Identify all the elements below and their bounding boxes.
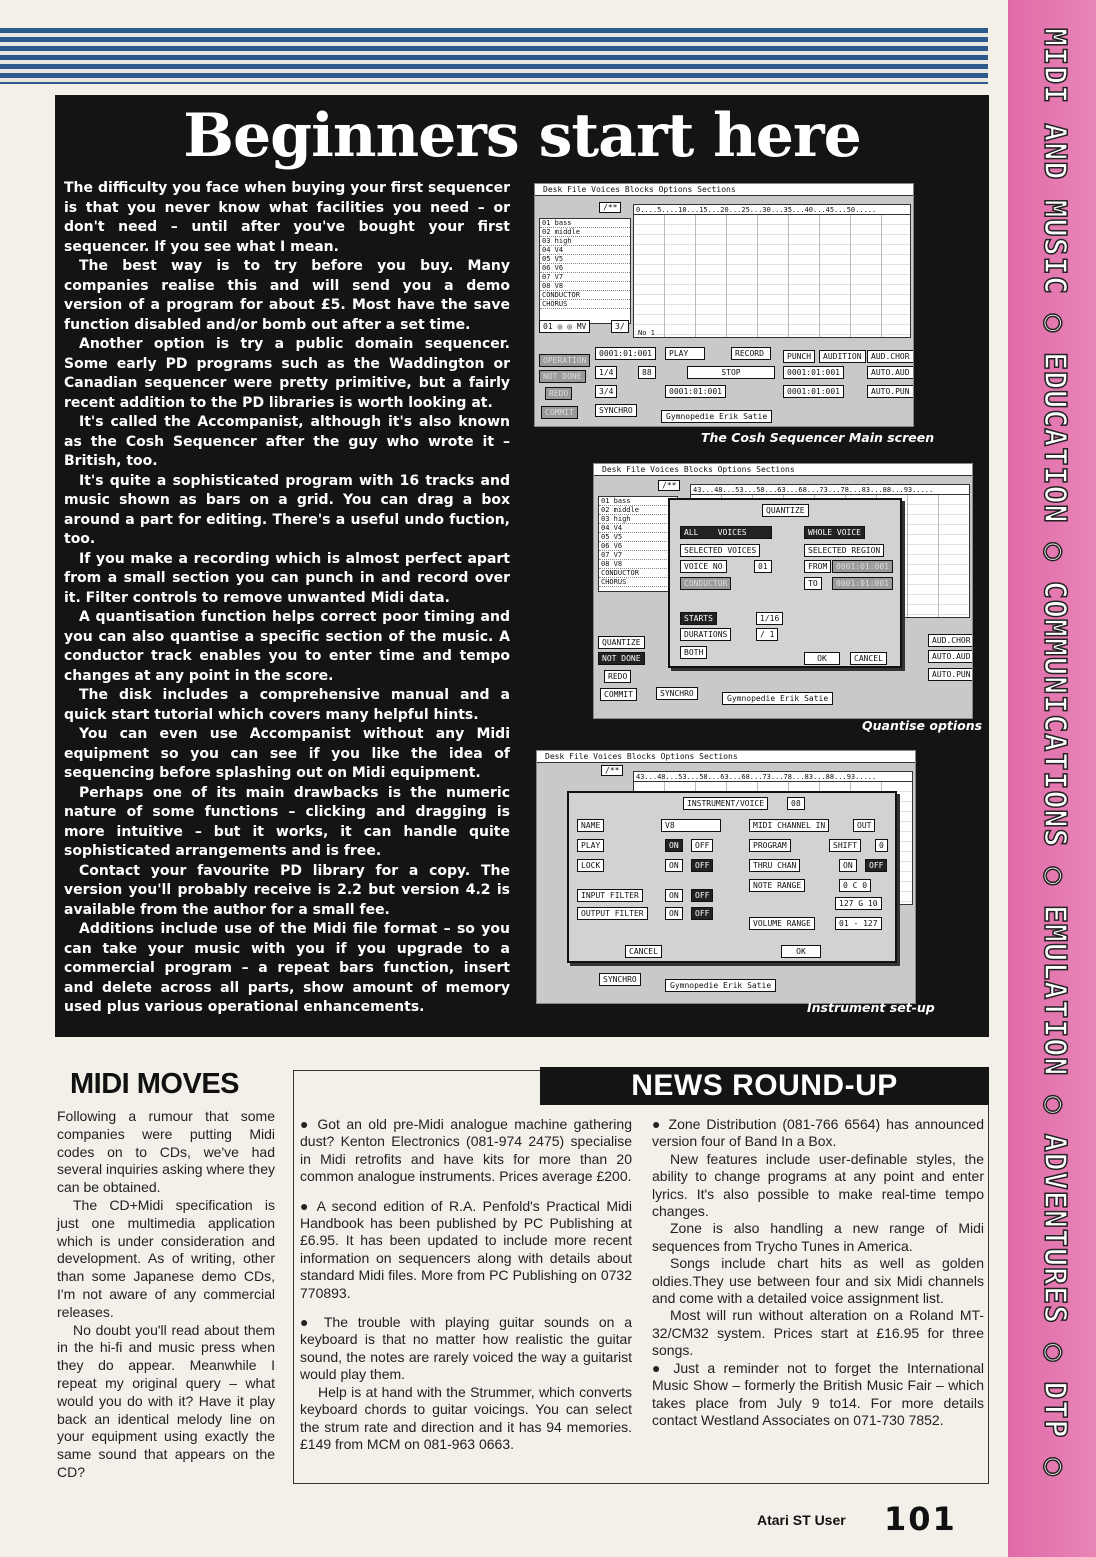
volume-range-value[interactable]: 01 - 127 [835,917,882,930]
news-item [300,1314,632,1384]
instrument-title-label: INSTRUMENT/VOICE [687,799,765,808]
shift-value[interactable]: 0 [875,839,888,852]
feature-paragraph: If you make a recording which is almost perfect apart from a small section you can punch in and record over it. Filter controls to remove unwanted Midi data. [64,550,510,606]
punch-out-display: 0001:01:001 [783,385,844,398]
synchro-button[interactable]: SYNCHRO [656,687,698,700]
output-filter-on[interactable]: ON [665,907,683,920]
feature-box [55,95,989,1037]
conductor-option[interactable]: CONDUCTOR [680,577,731,590]
name-label: NAME [577,819,604,832]
star-box: /** [599,202,621,213]
caption-quantise: Quantise options [862,718,983,733]
feature-paragraph: You can even use Accompanist without any Midi equipment so you can see if you like the idea of sequencing before splashing out on Midi equipment. [64,726,510,781]
lock-off[interactable]: OFF [691,859,713,872]
commit-button[interactable]: COMMIT [541,406,578,419]
stop-button[interactable]: STOP [687,366,775,379]
news-text: The trouble with playing guitar sounds on a keyboard is that no matter how realistic the guitar sound, the notes are rarely voiced the way a guitarist would play them. [300,1314,632,1383]
feature-paragraph: Perhaps one of its main drawbacks is the numeric nature of some functions – clicking and dragging is more intuitive – but it works, it can handle quite sophisticated arrangements and is free. [64,784,510,859]
song-title: Gymnopedie Erik Satie [665,979,776,992]
play-off[interactable]: OFF [691,839,713,852]
aud-chor-button[interactable]: AUD.CHOR [928,634,973,647]
redo-button[interactable]: REDO [604,670,631,683]
track-row: 03 high [599,515,677,524]
midi-paragraph: No doubt you'll read about them in the hi-fi and music press when they do appear. Meanwhile I repeat my original query – what would you do with it? Have it play back an identical melody line on your equipment using exactly the same sound that appears on the CD? [57,1321,275,1480]
quantize-button[interactable]: QUANTIZE [598,636,645,649]
track-row: 05 V5 [540,255,630,264]
starts-value[interactable]: 1/16 [756,612,783,625]
selected-voices-option[interactable]: SELECTED VOICES [680,544,760,557]
track-row: 06 V6 [540,264,630,273]
durations-value[interactable]: / 1 [756,628,778,641]
news-item: Zone is also handling a new range of Midi sequences from Trycho Tunes in America. [652,1220,984,1254]
instrument-number: 08 [787,797,805,810]
bullet-icon: ● [652,1116,663,1132]
cancel-button[interactable]: CANCEL [625,945,662,958]
operation-label: OPERATION [539,354,590,367]
auto-aud-button[interactable]: AUTO.AUD [928,650,973,663]
menu-bar: Desk File Voices Blocks Options Sections [594,464,972,476]
feature-paragraph: Another option is try a public domain sequencer. Some early PD programs such as the Waddington or Canadian sequencer were pretty primitive, but a fairly recent addition to the PD libraries is worth looking at. [64,336,510,411]
track-row: CHORUS [540,300,630,309]
record-button[interactable]: RECORD [731,347,771,360]
news-column-1 [300,1116,632,1453]
feature-title: Beginners start here [183,101,861,171]
auto-aud-button[interactable]: AUTO.AUD [867,366,914,379]
voices-label: VOICES [717,528,747,537]
output-filter-label: OUTPUT FILTER [577,907,648,920]
track-row: 05 V5 [599,533,677,542]
play-button[interactable]: PLAY [665,347,705,360]
bullet-icon: ● [300,1197,311,1214]
synchro-button[interactable]: SYNCHRO [599,973,641,986]
track-row: 06 V6 [599,542,677,551]
quantise-screenshot [593,463,973,719]
header-stripes [0,28,988,84]
bar-ruler: 0....5....10...15...20...25...30...35...40...45...50..... [634,205,910,215]
voice-no-value[interactable]: 01 [754,560,772,573]
quantize-dialog [668,498,902,668]
page-number: 101 [884,1500,957,1538]
input-filter-label: INPUT FILTER [577,889,643,902]
input-filter-on[interactable]: ON [665,889,683,902]
star-box: /** [658,480,680,491]
cancel-button[interactable]: CANCEL [850,652,887,665]
instrument-title [683,797,768,810]
track-row: 01 bass [540,219,630,228]
track-row: 04 V4 [540,246,630,255]
auto-pun-button[interactable]: AUTO.PUN [867,385,914,398]
section-rail [1008,0,1096,1557]
track-row: 02 middle [599,506,677,515]
feature-paragraph: It's quite a sophisticated program with 16 tracks and music shown as bars on a grid. You can drag a box around a part for editing. There's a useful undo fuction, too. [64,472,510,547]
track-list [598,496,678,592]
to-field[interactable]: 0001:01:001 [832,577,893,590]
news-item [652,1116,984,1151]
durations-option[interactable]: DURATIONS [680,628,731,641]
feature-paragraph: Contact your favourite PD library for a copy. The version you'll probably receive is 2.2 but version 4.2 is available from the author for a small fee. [64,862,510,918]
punch-in-display: 0001:01:001 [783,366,844,379]
instrument-screenshot [536,750,916,1004]
feature-paragraph: The best way is to try before you buy. Many companies realise this and will send you a demo version of a program for about £5. Most have the save function disabled and/or bomb out after a set time. [64,258,510,333]
ok-button[interactable]: OK [781,945,821,958]
track-tools: 01 ◎ ◎ MV [539,320,590,333]
news-column-2 [652,1116,984,1429]
redo-button[interactable]: REDO [545,387,572,400]
whole-voice-option[interactable]: WHOLE VOICE [804,526,865,539]
track-row: CHORUS [599,578,677,587]
feature-paragraph: A quantisation function helps correct poor timing and you can also quantise a specific section of the music. A conductor track enables you to enter time and tempo changes at any point in the score. [64,609,510,684]
all-voices-option[interactable] [680,526,772,539]
tempo-value: 88 [638,366,656,379]
midi-moves-body [57,1108,275,1482]
locator-display: 0001:01:001 [665,385,726,398]
midi-paragraph: Following a rumour that some companies were putting Midi codes on to CDs, we've had several inquiries asking where they can be obtained. [57,1108,275,1196]
thru-off[interactable]: OFF [865,859,887,872]
page-indicator: 3/ [611,320,629,333]
output-filter-off[interactable]: OFF [691,907,713,920]
audition-button[interactable]: AUDITION [819,350,866,363]
program-label: PROGRAM [749,839,791,852]
volume-range-label: VOLUME RANGE [749,917,815,930]
news-item: New features include user-definable styles, the ability to change programs at any point and enter lyrics. It's also possible to make real-time tempo changes. [652,1150,984,1220]
play-label: PLAY [577,839,604,852]
all-label: ALL [684,528,699,537]
note-grid [633,204,911,338]
thru-on[interactable]: ON [839,859,857,872]
news-item [300,1198,632,1302]
track-row: 07 V7 [599,551,677,560]
from-label: FROM [804,560,831,573]
bar-ruler: 43...48...53...58...63...68...73...78...83...88...93..... [634,772,912,782]
bullet-icon: ● [300,1116,311,1132]
out-label: OUT [853,819,875,832]
lock-on[interactable]: ON [665,859,683,872]
bar-number: No 1 [638,329,655,337]
news-item [652,1360,984,1430]
bullet-icon: ● [300,1314,315,1331]
section-rail-text: MIDI AND MUSIC ○ EDUCATION ○ COMMUNICATIONS ○ EMULATION ○ ADVENTURES ○ DTP ○ [1037,28,1072,1477]
punch-button[interactable]: PUNCH [783,350,815,363]
news-item: Songs include chart hits as well as golden oldies.They use between four and six Midi channels and come with a detailed voice assignment list. [652,1255,984,1307]
voice-no-field[interactable]: VOICE NO [680,560,727,573]
news-text: Zone Distribution (081-766 6564) has announced version four of Band In a Box. [652,1116,984,1150]
feature-paragraph: Additions include use of the Midi file format – so you can take your music with you if you upgrade to a commercial program – a repeat bars function, insert and delete across all parts, show amount of memory used plus various operational enhancements. [64,921,510,1015]
quantize-title: QUANTIZE [762,504,809,517]
auto-pun-button[interactable]: AUTO.PUN [928,668,973,681]
starts-option[interactable]: STARTS [680,612,717,625]
news-title: NEWS ROUND-UP [540,1067,989,1105]
feature-paragraph: It's called the Accompanist, although it's also known as the Cosh Sequencer after the guy who wrote it – British, too. [64,414,510,469]
note-range-label: NOTE RANGE [749,879,805,892]
bar-ruler: 43...48...53...58...63...68...73...78...83...88...93..... [691,485,969,495]
track-row: 03 high [540,237,630,246]
from-field[interactable]: 0001:01:001 [832,560,893,573]
news-item: Help is at hand with the Strummer, which converts keyboard chords to guitar voicings. You can select the strum rate and direction and it has 94 memories. £149 from MCM on 081-963 0663. [300,1383,632,1452]
menu-bar: Desk File Voices Blocks Options Sections [537,751,915,763]
thru-chan-label: THRU CHAN [749,859,800,872]
midi-moves-title: MIDI MOVES [70,1068,240,1100]
not-done-label: NOT DONE [598,652,645,665]
magazine-name: Atari ST User [757,1512,846,1528]
song-title: Gymnopedie Erik Satie [661,410,772,423]
menu-bar: Desk File Voices Blocks Options Sections [535,184,913,196]
news-text: Got an old pre-Midi analogue machine gathering dust? Kenton Electronics (081-974 2475) specialise in Midi retrofits and have kits for more than 20 common analogue instruments. Prices average £200. [300,1116,632,1185]
track-row: 02 middle [540,228,630,237]
feature-body [64,179,510,1018]
aud-chor-button[interactable]: AUD.CHOR [867,350,914,363]
track-row: 04 V4 [599,524,677,533]
feature-paragraph: The difficulty you face when buying your first sequencer is that you never know what facilities you need – or don't need – until after you've bought your first sequencer. If you see what I mean. [64,180,510,255]
track-row: 01 bass [599,497,677,506]
track-row: 08 V8 [540,282,630,291]
time-signature: 3/4 [595,385,617,398]
news-text: Just a reminder not to forget the International Music Show – formerly the British Music Fair – which takes place from July 9 to14. For more details contact Westland Associates on 071-730 7852. [652,1359,985,1428]
shift-label: SHIFT [829,839,861,852]
news-item [300,1116,632,1186]
news-text: A second edition of R.A. Penfold's Practical Midi Handbook has been published by PC Publishing at £6.95. It has been updated to include more recent information on sequencers along with details about standard Midi files. More from PC Publishing on 0732 770893. [300,1197,632,1301]
track-row: CONDUCTOR [540,291,630,300]
instrument-dialog [567,791,897,963]
track-list [539,218,631,324]
synchro-button[interactable]: SYNCHRO [595,404,637,417]
track-row: 07 V7 [540,273,630,282]
ok-button[interactable]: OK [804,652,840,665]
cosh-main-screenshot [534,183,914,427]
both-option[interactable]: BOTH [680,646,707,659]
track-row: 08 V8 [599,560,677,569]
to-label: TO [804,577,822,590]
note-range-high[interactable]: 127 G 10 [835,897,882,910]
midi-channel-label: MIDI CHANNEL IN [749,819,829,832]
quantise-value: 1/4 [595,366,617,379]
caption-main-screen: The Cosh Sequencer Main screen [701,430,935,445]
star-box: /** [601,765,623,776]
song-title: Gymnopedie Erik Satie [722,692,833,705]
play-on[interactable]: ON [665,839,683,852]
caption-instrument: Instrument set-up [807,1000,935,1015]
selected-region-option[interactable]: SELECTED REGION [804,544,884,557]
lock-label: LOCK [577,859,604,872]
note-range-low[interactable]: 0 C 0 [839,879,871,892]
news-item: Most will run without alteration on a Roland MT-32/CM32 system. Prices start at £16.95 for three songs. [652,1307,984,1359]
commit-button[interactable]: COMMIT [600,688,637,701]
name-field[interactable]: V8 [661,819,721,832]
input-filter-off[interactable]: OFF [691,889,713,902]
feature-paragraph: The disk includes a comprehensive manual and a quick start tutorial which covers many helpful hints. [64,687,510,723]
midi-paragraph: The CD+Midi specification is just one multimedia application which is under consideration and development. As of writing, other than some Japanese demo CDs, I'm not aware of any commercial releases. [57,1196,275,1320]
position-display: 0001:01:001 [595,347,656,360]
track-row: CONDUCTOR [599,569,677,578]
bullet-icon: ● [652,1359,665,1376]
not-done-label: NOT DONE [539,370,586,383]
